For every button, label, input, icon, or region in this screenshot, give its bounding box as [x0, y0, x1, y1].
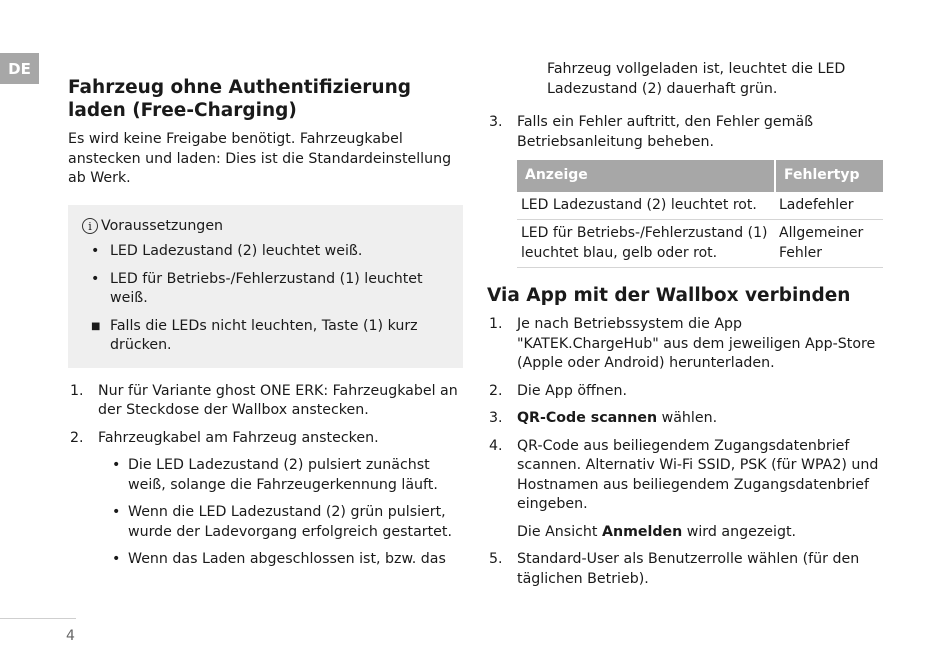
prerequisites-list	[82, 242, 447, 356]
page-number: 4	[66, 628, 75, 644]
app-steps-list	[487, 315, 884, 515]
step-number: 3.	[489, 114, 503, 130]
table-header-anzeige: Anzeige	[517, 160, 775, 192]
bullet-icon: •	[112, 457, 121, 473]
step-2-sublist	[98, 456, 463, 570]
language-tab: DE	[0, 53, 39, 84]
table-cell: LED für Betriebs-/Fehlerzustand (1) leuchtet blau, gelb oder rot.	[517, 220, 775, 268]
table-header-fehlertyp: Fehlertyp	[775, 160, 883, 192]
square-bullet-icon: ■	[91, 320, 101, 332]
step-number: 5.	[489, 551, 503, 567]
login-view-label: Anmelden	[602, 523, 683, 540]
app-steps-list-continued	[487, 550, 884, 589]
prerequisites-box	[68, 205, 463, 368]
step-3: 3. Falls ein Fehler auftritt, den Fehler gemäß Betriebsanleitung beheben.	[489, 114, 814, 150]
app-step-2: 2. Die App öffnen.	[487, 382, 884, 402]
table-cell: LED Ladezustand (2) leuchtet rot.	[517, 192, 775, 220]
continuation-text: Fahrzeug vollgeladen ist, leuchtet die LED Ladezustand (2) dauerhaft grün.	[547, 61, 846, 97]
list-item: • LED Ladezustand (2) leuchtet weiß.	[82, 242, 447, 262]
list-item: • Die LED Ladezustand (2) pulsiert zunächst weiß, solange die Fahrzeugerkennung läuft.	[112, 457, 438, 493]
section-heading-app-connect: Via App mit der Wallbox verbinden	[487, 285, 851, 306]
left-column	[68, 76, 463, 578]
prerequisites-title: Voraussetzungen	[101, 217, 224, 234]
footer-divider	[0, 618, 76, 619]
app-step-3: 3. QR-Code scannen wählen.	[487, 409, 884, 429]
qr-scan-label: QR-Code scannen	[517, 410, 658, 426]
list-item: • Wenn das Laden abgeschlossen ist, bzw. das	[98, 550, 463, 570]
app-step-1: 1. Je nach Betriebssystem die App "KATEK.ChargeHub" aus dem jeweiligen App-Store (Apple oder Android) herunterladen.	[489, 316, 876, 371]
right-column	[487, 60, 884, 597]
steps-list	[68, 382, 463, 570]
step-number: 1.	[70, 382, 84, 399]
app-step-4: 4. QR-Code aus beiliegendem Zugangsdatenbrief scannen. Alternativ Wi-Fi SSID, PSK (für WPA2) und Hostnamen aus beiliegendem Zugangsdatenbrief eingeben.	[489, 437, 879, 512]
app-step-5: 5. Standard-User als Benutzerrolle wählen (für den täglichen Betrieb).	[489, 551, 860, 587]
bullet-icon: •	[112, 551, 121, 567]
bullet-icon: •	[112, 504, 121, 520]
login-note: Die Ansicht Anmelden wird angezeigt.	[517, 523, 797, 540]
table-cell: Ladefehler	[775, 192, 883, 220]
step-number: 2.	[489, 382, 503, 399]
step-1: 1. Nur für Variante ghost ONE ERK: Fahrzeugkabel an der Steckdose der Wallbox anstecken.	[70, 382, 458, 418]
table-row	[517, 220, 883, 268]
table-cell: Allgemeiner Fehler	[775, 220, 883, 268]
bullet-icon: •	[91, 243, 100, 259]
step-number: 3.	[489, 410, 503, 426]
step-number: 1.	[489, 316, 503, 332]
step-number: 2.	[70, 429, 84, 446]
step-2: 2. Fahrzeugkabel am Fahrzeug anstecken. • Die LED Ladezustand (2) pulsiert zunächst weiß, solange die Fahrzeugerkennung läuft. • Wenn die LED Ladezustand (2) grün pulsiert, wurde der Ladevorgang erfolgreich gestartet. • Wenn das Laden abgeschlossen ist, bzw. das	[68, 429, 463, 570]
table-row	[517, 192, 883, 220]
section-heading-free-charging: Fahrzeug ohne Authentifizierung laden (Free-Charging)	[68, 77, 412, 121]
bullet-icon: •	[91, 270, 100, 287]
intro-paragraph: Es wird keine Freigabe benötigt. Fahrzeugkabel anstecken und laden: Dies ist die Standardeinstellung ab Werk.	[68, 131, 452, 186]
steps-list-continued	[487, 113, 884, 152]
prerequisites-header	[82, 217, 447, 237]
list-item: • Wenn die LED Ladezustand (2) grün pulsiert, wurde der Ladevorgang erfolgreich gestartet.	[112, 504, 452, 540]
info-icon: i	[82, 218, 98, 234]
step-number: 4.	[489, 437, 503, 454]
list-item: ■ Falls die LEDs nicht leuchten, Taste (1) kurz drücken.	[91, 317, 418, 353]
error-table	[517, 160, 883, 268]
list-item: • LED für Betriebs-/Fehlerzustand (1) leuchtet weiß.	[91, 270, 423, 306]
